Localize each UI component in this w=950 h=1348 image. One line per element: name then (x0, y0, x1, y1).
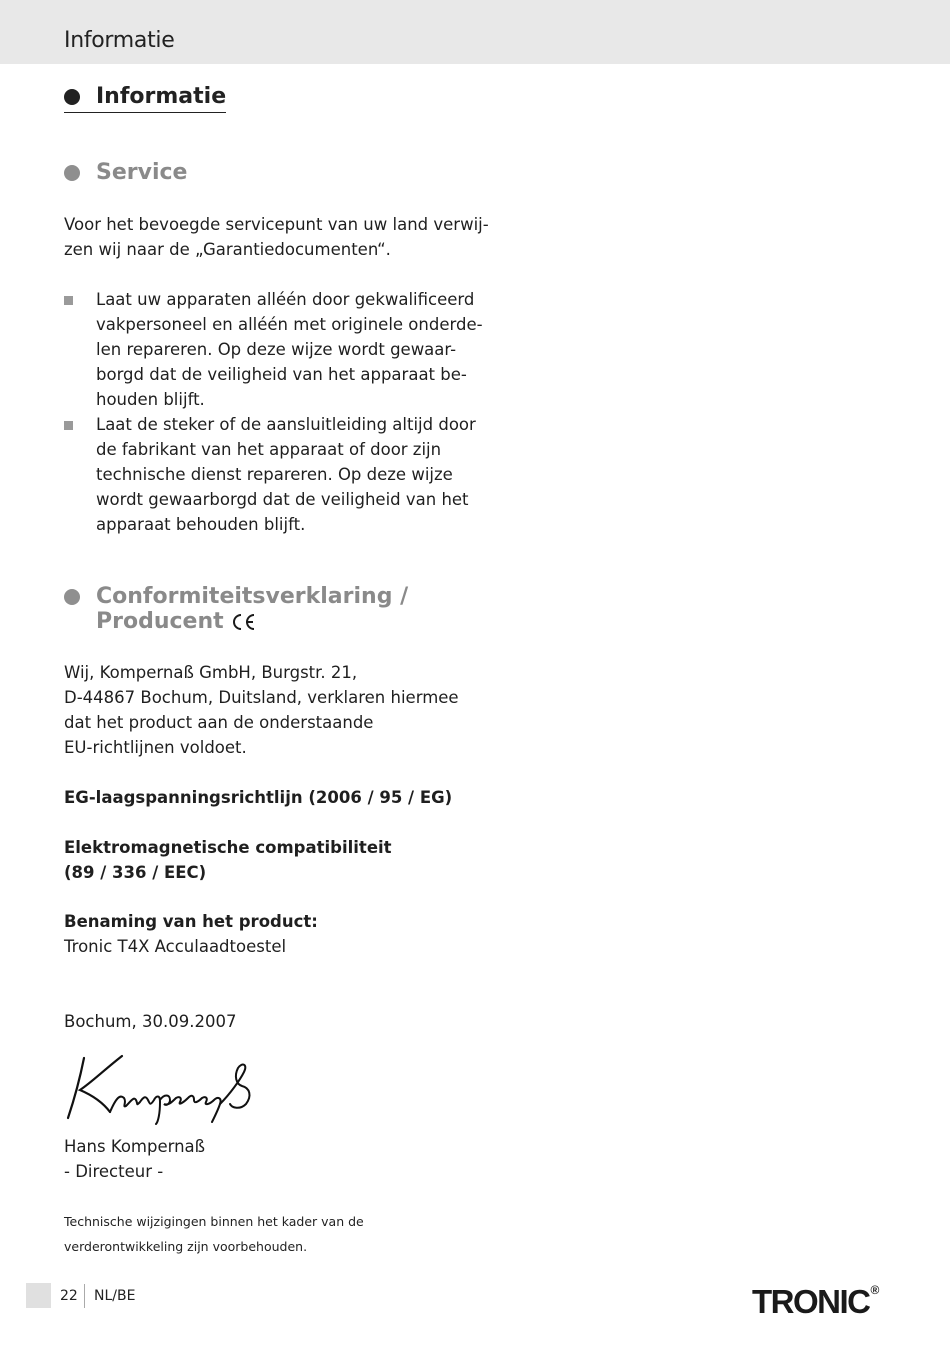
signatory-title: - Directeur - (64, 1162, 164, 1181)
section-heading-text: Informatie (96, 84, 227, 109)
page-header-title: Informatie (64, 28, 175, 53)
signature-image (64, 1050, 264, 1125)
square-bullet-icon (64, 421, 73, 430)
directive-low-voltage: EG-laagspanningsrichtlijn (2006 / 95 / EG) (64, 788, 453, 807)
place-date: Bochum, 30.09.2007 (64, 1012, 237, 1031)
signatory-name: Hans Kompernaß (64, 1137, 206, 1156)
ce-mark-icon (230, 612, 256, 632)
signatory (64, 1134, 464, 1184)
section-heading-text: Service (96, 160, 188, 185)
section-heading-text: Conformiteitsverklaring / (96, 584, 409, 609)
section-heading-text: Producent (96, 609, 224, 634)
directive-emc: Elektromagnetische compatibiliteit (89 / 336 / EEC) (64, 838, 392, 882)
product-designation (64, 909, 464, 959)
language-code: NL/BE (94, 1288, 136, 1304)
technical-note: Technische wijzigingen binnen het kader van de verderontwikkeling zijn voorbehouden. (64, 1214, 364, 1254)
bullet-icon (64, 89, 80, 105)
section-heading-service (64, 160, 187, 185)
brand-logo: TRONIC® (752, 1283, 880, 1320)
product-label: Benaming van het product: (64, 912, 318, 931)
service-intro: Voor het bevoegde servicepunt van uw land verwij- zen wij naar de „Garantiedocumenten“. (64, 215, 489, 259)
bullet-icon (64, 589, 80, 605)
registered-icon: ® (870, 1283, 880, 1297)
list-item: Laat uw apparaten alléén door gekwalificeerd vakpersoneel en alléén met originele onderde- len repareren. Op deze wijze wordt gewaar- borgd dat de veiligheid van het apparaat be- houden blijft. (64, 287, 464, 412)
footer-divider (84, 1284, 85, 1308)
page-number: 22 (60, 1288, 78, 1304)
product-name: Tronic T4X Acculaadtoestel (64, 937, 287, 956)
declaration-text: Wij, Kompernaß GmbH, Burgstr. 21, D-44867 Bochum, Duitsland, verklaren hiermee dat het product aan de onderstaande EU-richtlijnen voldoet. (64, 663, 459, 757)
section-heading-informatie (64, 84, 226, 113)
section-heading-conformity (64, 584, 408, 634)
list-item: Laat de steker of de aansluitleiding altijd door de fabrikant van het apparaat of door zijn technische dienst repareren. Op deze wijze wordt gewaarborgd dat de veiligheid van het apparaat behouden blijft. (64, 412, 464, 537)
square-bullet-icon (64, 296, 73, 305)
footer-page-marker (26, 1283, 51, 1308)
bullet-icon (64, 165, 80, 181)
